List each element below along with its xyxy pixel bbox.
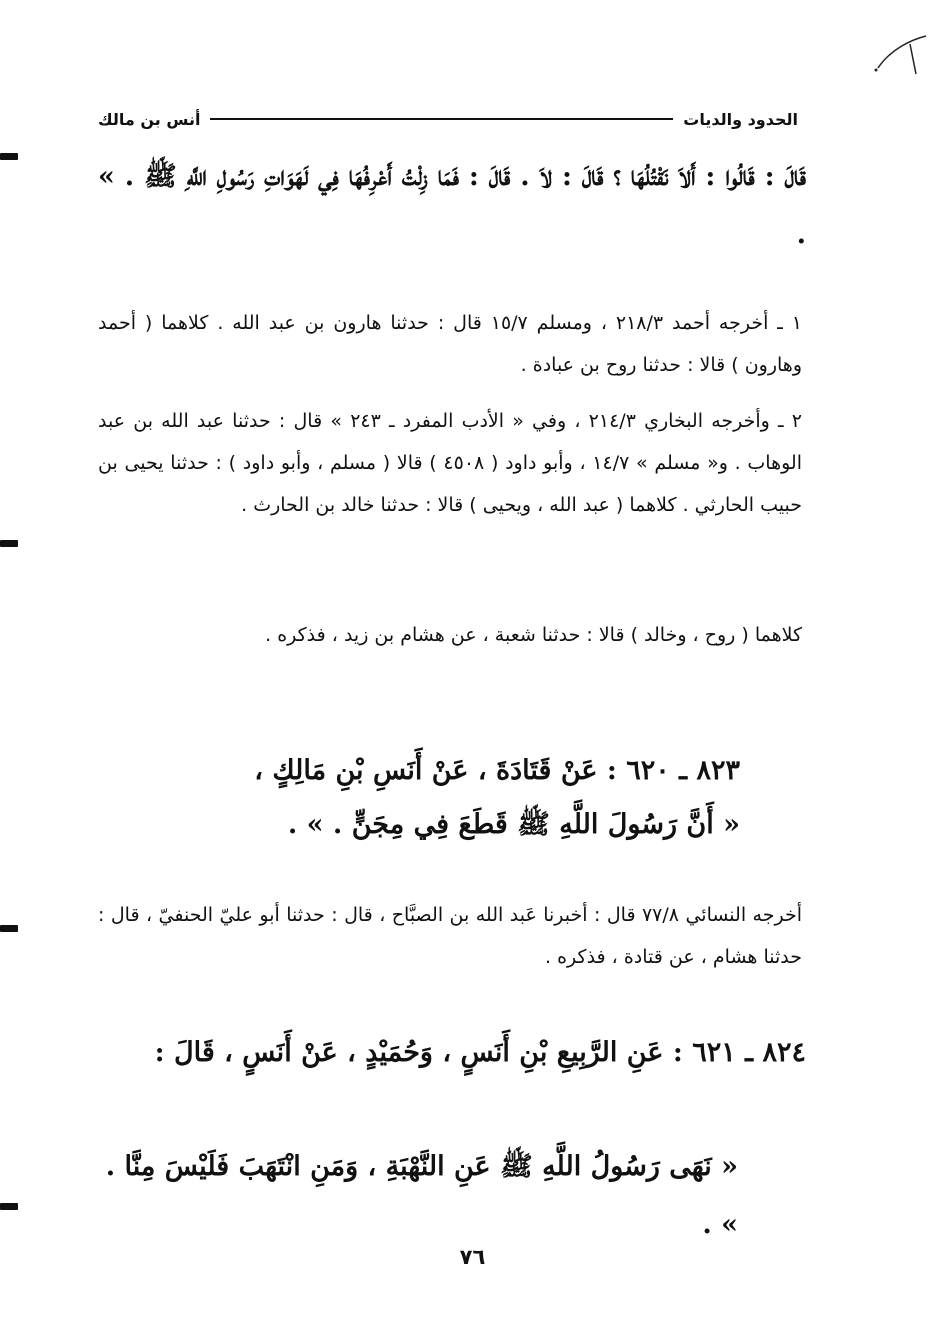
header-narrator-title: أنس بن مالك (98, 109, 201, 129)
corner-pen-mark (870, 30, 930, 80)
hadith-824-matn: « نَهَى رَسُولُ اللَّهِ ﷺ عَنِ النَّهْبَةِ ، وَمَنِ انْتَهَبَ فَلَيْسَ مِنَّا . » . (105, 1151, 738, 1240)
hadith-823-line-2: « أَنَّ رَسُولَ اللَّهِ ﷺ قَطَعَ فِي مِجَنٍّ . » . (287, 809, 740, 840)
page-number: ٧٦ (459, 1245, 486, 1269)
binding-mark (0, 1203, 18, 1210)
binding-mark (0, 153, 18, 160)
header-chapter-title: الحدود والديات (683, 109, 798, 129)
hadith-824-isnad: ٨٢٤ ـ ٦٢١ : عَنِ الرَّبِيعِ بْنِ أَنَسٍ ، وَحُمَيْدٍ ، عَنْ أَنَسٍ ، قَالَ : (154, 1037, 806, 1068)
takhrij-note-3: كلاهما ( روح ، وخالد ) قالا : حدثنا شعبة ، عن هشام بن زيد ، فذكره . (265, 624, 802, 646)
running-header (98, 104, 798, 134)
binding-mark (0, 540, 18, 547)
hadith-continuation: قَالَ : قَالُوا : أَلاَ نَقْتُلُهَا ؟ قَالَ : لاَ . قَالَ : فَمَا زِلْتُ أَعْرِفُهَا فِي لَهَوَاتِ رَسُولِ اللَّهِ ﷺ . » . (98, 161, 806, 250)
hadith-823-line-1: ٨٢٣ ـ ٦٢٠ : عَنْ قَتَادَةَ ، عَنْ أَنَسِ بْنِ مَالِكٍ ، (254, 755, 740, 786)
takhrij-note-4: أخرجه النسائي ٧٧/٨ قال : أخبرنا عَبد الله بن الصبَّاح ، قال : حدثنا أبو عليّ الحنفيّ ، قال : حدثنا هشام ، عن قتادة ، فذكره . (98, 904, 802, 968)
takhrij-note-1: ١ ـ أخرجه أحمد ٢١٨/٣ ، ومسلم ١٥/٧ قال : حدثنا هارون بن عبد الله . كلاهما ( أحمد وهارون ) قالا : حدثنا روح بن عبادة . (98, 312, 802, 376)
header-rule (210, 118, 673, 120)
binding-mark (0, 925, 18, 932)
takhrij-note-2: ٢ ـ وأخرجه البخاري ٢١٤/٣ ، وفي « الأدب المفرد ـ ٢٤٣ » قال : حدثنا عبد الله بن عبد الوهاب . و« مسلم » ١٤/٧ ، وأبو داود ( ٤٥٠٨ ) قالا ( مسلم ، وأبو داود ) : حدثنا يحيى بن حبيب الحارثي . كلاهما ( عبد الله ، ويحيى ) قالا : حدثنا خالد بن الحارث . (98, 410, 802, 516)
